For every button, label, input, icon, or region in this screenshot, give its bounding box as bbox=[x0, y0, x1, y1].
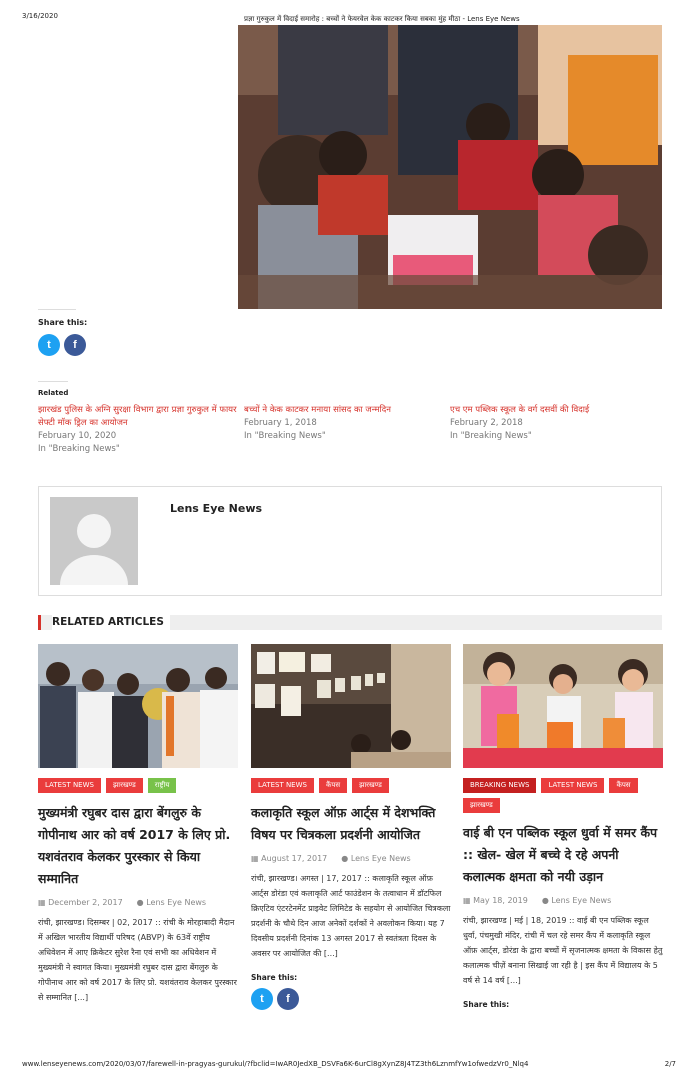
author-icon: ● Lens Eye News bbox=[341, 854, 411, 863]
facebook-icon: f bbox=[286, 993, 290, 1005]
article-hero-photo bbox=[238, 25, 662, 309]
article-title[interactable]: कलाकृति स्कूल ऑफ़ आर्ट्स में देशभक्ति विषय पर चित्रकला प्रदर्शनी आयोजित bbox=[251, 805, 436, 842]
related-item-category: In "Breaking News" bbox=[38, 444, 120, 454]
article-meta bbox=[38, 898, 238, 907]
article-share-label: Share this: bbox=[463, 1000, 510, 1009]
article-thumbnail[interactable] bbox=[463, 644, 663, 768]
related-item-date: February 2, 2018 bbox=[450, 418, 523, 428]
author-box bbox=[38, 486, 662, 596]
tag-national[interactable]: राष्ट्रीय bbox=[148, 778, 177, 793]
related-item-date: February 1, 2018 bbox=[244, 418, 317, 428]
related-divider bbox=[38, 381, 68, 382]
author-name[interactable]: Lens Eye News bbox=[170, 502, 263, 515]
twitter-icon: t bbox=[260, 993, 264, 1005]
related-item-category: In "Breaking News" bbox=[244, 431, 326, 441]
twitter-share-button[interactable] bbox=[251, 988, 273, 1010]
article-author[interactable]: Lens Eye News bbox=[146, 898, 207, 907]
author-icon: ● Lens Eye News bbox=[541, 896, 612, 905]
tag-breaking-news[interactable]: BREAKING NEWS bbox=[463, 778, 536, 793]
related-articles-accent bbox=[38, 615, 41, 630]
article-title[interactable]: मुख्यमंत्री रघुबर दास द्वारा बेंगलुरु के गोपीनाथ आर को वर्ष 2017 के लिए प्रो. यशवंतराव केलकर पुरस्कार से किया सम्मानित bbox=[38, 805, 231, 886]
facebook-share-button[interactable] bbox=[277, 988, 299, 1010]
article-excerpt: रांची, झारखण्ड। अगस्त | 17, 2017 :: कलाकृति स्कूल ऑफ़ आर्ट्स डोरंडा एवं कलाकृति आर्ट फाउंडेशन के तत्वाधान में डॉटफिल क्रिएटिव एंटरटेनमेंट प्राइवेट लिमिटेड के सहयोग से आयोजित चित्रकला प्रदर्शनी के चौथे दिन आज अनेकों दर्शकों ने अवलोकन किया। यह 7 दिवसीय प्रदर्शनी दिनांक 13 अगस्त 2017 से स्वतंत्रता दिवस के अवसर पर आयोजित की [...] bbox=[251, 874, 451, 958]
related-article-card bbox=[463, 644, 663, 1009]
article-excerpt: रांची, झारखण्ड। दिसम्बर | 02, 2017 :: रांची के मोरहाबादी मैदान में अखिल भारतीय विद्यार्थी परिषद (ABVP) के 63वें राष्ट्रीय अधिवेशन में आए क्रिकेटर सुरेश रैना एवं सभी का अधिवेशन में मुख्यमंत्री ने स्वागत किया। मुख्यमंत्री रघुबर दास द्वारा बेंगलुरु के गोपीनाथ आर को वर्ष 2017 के लिए प्रो. यशवंतराव केलकर पुरस्कार से सम्मानित [...] bbox=[38, 918, 237, 1002]
related-item-category: In "Breaking News" bbox=[450, 431, 532, 441]
calendar-icon: ▦ May 18, 2019 bbox=[463, 896, 528, 905]
tag-latest-news[interactable]: LATEST NEWS bbox=[541, 778, 604, 793]
calendar-icon: ▦ August 17, 2017 bbox=[251, 854, 328, 863]
related-articles-heading: RELATED ARTICLES bbox=[52, 615, 170, 630]
facebook-icon: f bbox=[73, 339, 77, 351]
article-thumbnail[interactable] bbox=[251, 644, 451, 768]
share-buttons bbox=[38, 334, 86, 356]
share-divider bbox=[38, 309, 76, 310]
print-page-title: प्रज्ञा गुरुकुल में विदाई समारोह : बच्चों ने फेयरवेल केक काटकर किया सबका मुंह मीठा - Lens Eye News bbox=[244, 15, 520, 23]
tag-campus[interactable]: कैंपस bbox=[319, 778, 347, 793]
article-tags bbox=[38, 778, 238, 793]
article-excerpt: रांची, झारखण्ड | मई | 18, 2019 :: वाई बी एन पब्लिक स्कूल धुर्वा, पंचमुखी मंदिर, रांची में चल रहे समर कैंप में कलाकृति स्कूल ऑफ़ आर्ट्स, डोरंडा के द्वारा बच्चों में सृजनात्मक क्षमता के विकास हेतु कलात्मक चीज़ें बनाना सिखाई जा रही है | इस कैंप में विद्यालय के 5 वर्ष से 14 वर्ष [...] bbox=[463, 916, 663, 985]
author-icon: ● Lens Eye News bbox=[136, 898, 207, 907]
print-page-number: 2/7 bbox=[664, 1060, 676, 1068]
tag-latest-news[interactable]: LATEST NEWS bbox=[38, 778, 101, 793]
article-tags bbox=[251, 778, 451, 793]
article-share-buttons bbox=[251, 988, 451, 1010]
article-date: May 18, 2019 bbox=[473, 896, 528, 905]
facebook-share-button[interactable] bbox=[64, 334, 86, 356]
article-date: December 2, 2017 bbox=[48, 898, 123, 907]
twitter-share-button[interactable] bbox=[38, 334, 60, 356]
related-item bbox=[38, 404, 238, 456]
twitter-icon: t bbox=[47, 339, 51, 351]
related-item-date: February 10, 2020 bbox=[38, 431, 117, 441]
related-item-link[interactable]: झारखंड पुलिस के अग्नि सुरक्षा विभाग द्वारा प्रज्ञा गुरुकुल में फायर सेफ्टी मॉक ड्रिल का आयोजन bbox=[38, 405, 237, 428]
article-author[interactable]: Lens Eye News bbox=[350, 854, 411, 863]
related-article-card bbox=[251, 644, 451, 1010]
tag-campus[interactable]: कैंपस bbox=[609, 778, 637, 793]
print-date: 3/16/2020 bbox=[22, 12, 58, 20]
tag-latest-news[interactable]: LATEST NEWS bbox=[251, 778, 314, 793]
article-meta bbox=[251, 854, 451, 863]
article-thumbnail[interactable] bbox=[38, 644, 238, 768]
article-tags bbox=[463, 778, 663, 813]
tag-jharkhand[interactable]: झारखण्ड bbox=[352, 778, 389, 793]
share-label: Share this: bbox=[38, 318, 88, 327]
tag-jharkhand[interactable]: झारखण्ड bbox=[106, 778, 143, 793]
article-title[interactable]: वाई बी एन पब्लिक स्कूल धुर्वा में समर कैंप :: खेल- खेल में बच्चे दे रहे अपनी कलात्मक क्षमता को नयी उड़ान bbox=[463, 825, 658, 884]
related-article-card bbox=[38, 644, 238, 1005]
related-label: Related bbox=[38, 389, 69, 397]
article-share-label: Share this: bbox=[251, 973, 298, 982]
related-item-link[interactable]: बच्चों ने केक काटकर मनाया सांसद का जन्मदिन bbox=[244, 405, 391, 415]
related-item bbox=[244, 404, 444, 443]
calendar-icon: ▦ December 2, 2017 bbox=[38, 898, 123, 907]
related-item bbox=[450, 404, 650, 443]
article-date: August 17, 2017 bbox=[261, 854, 328, 863]
print-url: www.lenseyenews.com/2020/03/07/farewell-in-pragyas-gurukul/?fbclid=IwAR0JedXB_DSVFa6K-6urCl8gXynZ8J4TZ3th6LznmfYw1ofwedzVr0_Nlq4 bbox=[22, 1060, 529, 1068]
related-item-link[interactable]: एच एम पब्लिक स्कूल के वर्ग दसवीं की विदाई bbox=[450, 405, 590, 415]
article-meta bbox=[463, 896, 663, 905]
author-avatar bbox=[50, 497, 138, 585]
tag-jharkhand[interactable]: झारखण्ड bbox=[463, 798, 500, 813]
article-author[interactable]: Lens Eye News bbox=[551, 896, 612, 905]
